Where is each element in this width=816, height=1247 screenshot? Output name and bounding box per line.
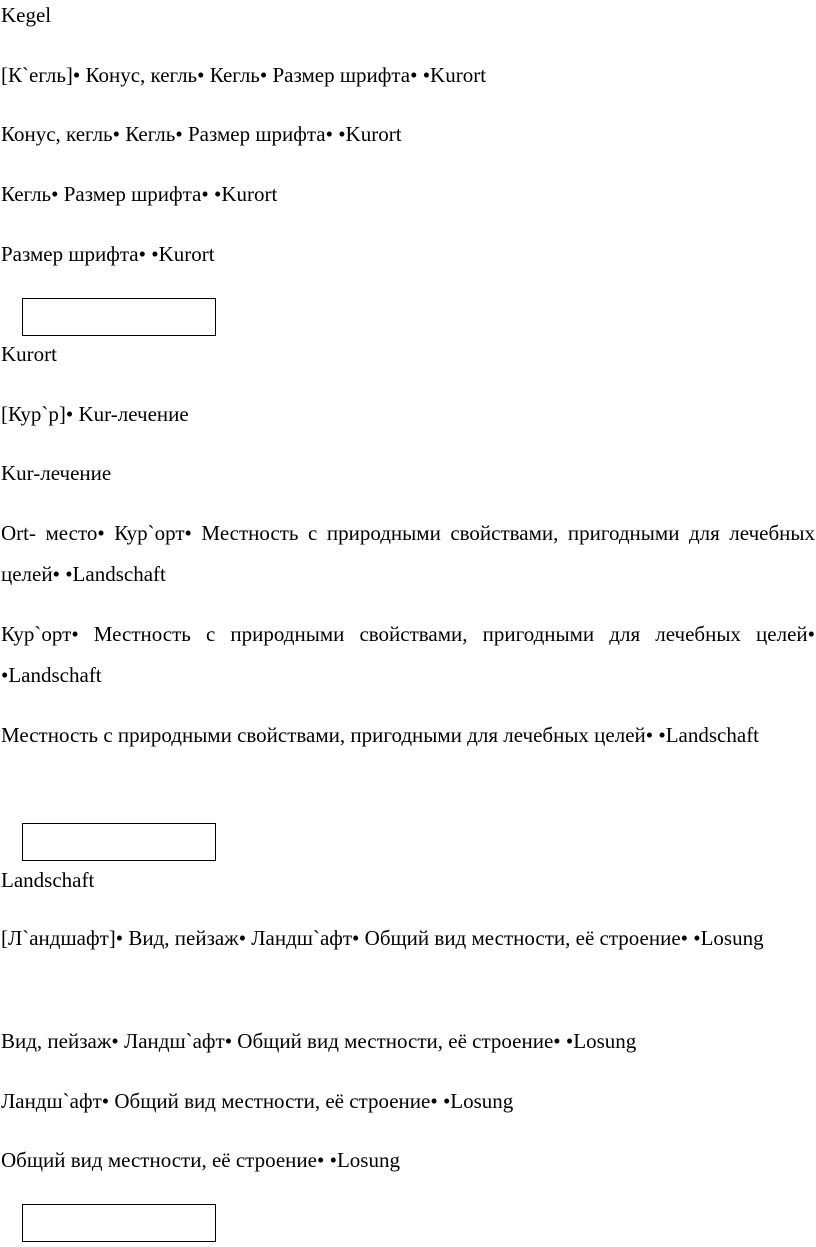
term-heading: Landschaft [1, 868, 95, 892]
answer-box[interactable] [22, 298, 216, 336]
card-text: [Кур`р]• Kur-лечение [1, 402, 189, 426]
answer-box[interactable] [22, 1204, 216, 1242]
card-text: Местность с природными свойствами, пригодными для лечебных целей• •Landschaft [1, 723, 760, 747]
term-heading: Kegel [1, 3, 52, 27]
card-text: Общий вид местности, её строение• •Losung [1, 1148, 400, 1172]
card-text: Вид, пейзаж• Ландш`афт• Общий вид местности, её строение• •Losung [1, 1029, 637, 1053]
card-text: Ort- место• Кур`орт• Местность с природными свойствами, пригодными для лечебных целей• •Landschaft [1, 521, 815, 586]
card-text: [К`егль]• Конус, кегль• Кегль• Размер шрифта• •Kurort [1, 63, 487, 87]
card-text: Kur-лечение [1, 461, 112, 485]
card-text: [Л`андшафт]• Вид, пейзаж• Ландш`афт• Общий вид местности, её строение• •Losung [1, 926, 764, 950]
term-heading: Kurort [1, 342, 57, 366]
card-text: Конус, кегль• Кегль• Размер шрифта• •Kurort [1, 122, 402, 146]
card-text: Кегль• Размер шрифта• •Kurort [1, 182, 278, 206]
card-text: Размер шрифта• •Kurort [1, 242, 215, 266]
card-text: Ландш`афт• Общий вид местности, её строение• •Losung [1, 1089, 514, 1113]
card-text: Кур`орт• Местность с природными свойствами, пригодными для лечебных целей• •Landschaft [1, 622, 815, 687]
answer-box[interactable] [22, 823, 216, 861]
